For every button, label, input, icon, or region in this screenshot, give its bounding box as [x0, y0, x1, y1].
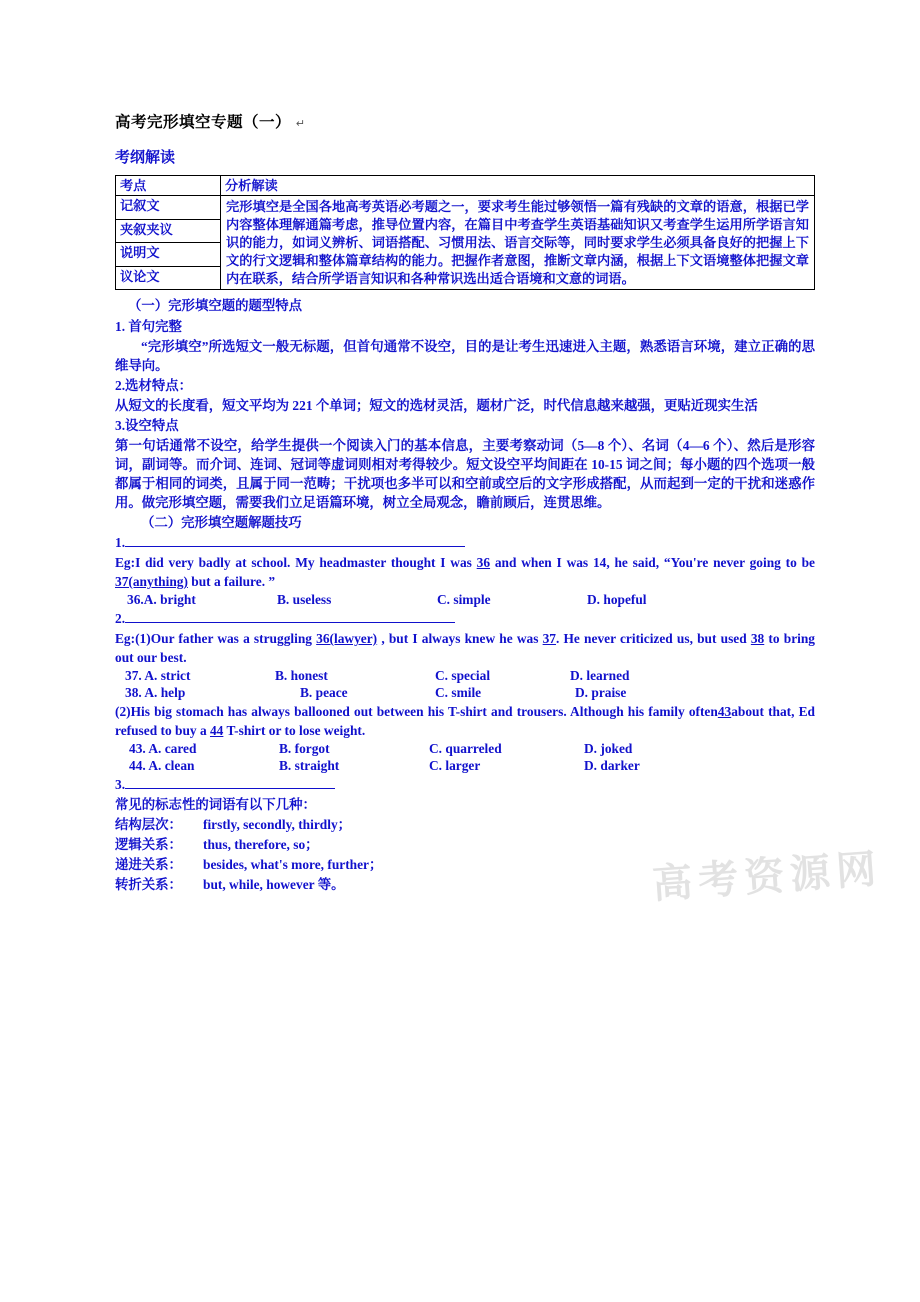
option-38-a: 38. A. help	[125, 685, 186, 701]
tip-2-example-text-c: . He never criticized us, but used	[556, 630, 751, 646]
option-37-c: C. special	[435, 668, 491, 684]
tip-3-item-0	[115, 815, 815, 834]
option-43-c: C. quarreled	[429, 741, 502, 757]
part1-title: （一）完形填空题的题型特点	[128, 298, 303, 314]
table-cell-analysis-body: 完形填空是全国各地高考英语必考题之一，要求考生能过够领悟一篇有残缺的文章的语意，根据已学内容整体理解通篇考虑，推导位置内容，在篇目中考查学生英语基础知识又考查学生运用所学语言知识的能力，如词义辨析、词语搭配、习惯用法、语言交际等，同时要求学生必须具备良好的把握上下文的行文逻辑和整体篇章结构的能力。把握作者意图，推断文章内涵，根据上下文语境整体把握文章内在联系，结合所学语言知识和各种常识选出适合语境和文意的词语。	[221, 196, 815, 290]
tip-2-example2-text-a: (2)His big stomach has always ballooned out between his T-shirt and trousers. Although his family often	[115, 704, 718, 720]
exam-outline-table	[115, 175, 815, 290]
part2-title: （二）完形填空题解题技巧	[141, 514, 302, 530]
tip-3-item-1	[115, 835, 815, 854]
option-44-c: C. larger	[429, 758, 481, 774]
tip-2-options-44	[115, 758, 815, 774]
tip-3-number: 3.	[115, 777, 126, 793]
tip-1-number-line	[115, 533, 815, 552]
table-header-analysis: 分析解读	[221, 176, 815, 196]
feature3-body: 第一句话通常不设空，给学生提供一个阅读入门的基本信息，主要考察动词（5—8 个）、名词（4—6 个）、然后是形容词，副词等。而介词、连词、冠词等虚词则相对考得较少。短文设空平均间距在 10-15 词之间；每小题的四个选项一般都属于相同的词类，且属于同一范畴；干扰项也多半可以和空前或空后的文字形成搭配，从而起到一定的干扰和迷惑作用。做完形填空题，需要我们立足语篇环境，树立全局观念，瞻前顾后，连贯思维。	[115, 437, 815, 510]
tip-2-options-37	[115, 668, 815, 684]
tip-3-item-1-label: 逻辑关系：	[115, 837, 182, 853]
tip-3-item-3-label: 转折关系：	[115, 877, 182, 893]
option-38-d: D. praise	[575, 685, 627, 701]
pilcrow-mark: ↵	[295, 118, 306, 130]
option-44-b: B. straight	[279, 758, 340, 774]
feature1-body: “完形填空”所选短文一般无标题，但首句通常不设空，目的是让考生迅速进入主题，熟悉语言环境，建立正确的思维导向。	[115, 338, 815, 373]
option-38-c: C. smile	[435, 685, 482, 701]
section-heading: 考纲解读	[115, 149, 176, 166]
tip-3-item-2-label: 递进关系：	[115, 857, 182, 873]
option-37-b: B. honest	[275, 668, 328, 684]
option-44-a: 44. A. clean	[129, 758, 195, 774]
tip-3-item-1-value: thus, therefore, so；	[203, 837, 319, 853]
tip-3-item-0-value: firstly, secondly, thirdly；	[203, 817, 352, 833]
tip-2-example2-text-b: about that, Ed refused to buy a	[115, 704, 815, 739]
tip-1-example-label: Eg:	[115, 554, 136, 570]
option-38-b: B. peace	[300, 685, 348, 701]
feature2-body: 从短文的长度看，短文平均为 221 个单词；短文的选材灵活，题材广泛，时代信息越来越强，更贴近现实生活	[115, 397, 758, 413]
table-row	[116, 176, 815, 196]
table-cell-genre-0: 记叙文	[116, 196, 221, 220]
tip-3-item-2	[115, 855, 815, 874]
tip-2-blank-rule	[125, 611, 455, 623]
table-cell-genre-2: 说明文	[116, 243, 221, 267]
option-37-a: 37. A. strict	[125, 668, 191, 684]
tip-3-blank-rule	[125, 777, 335, 789]
tip-2-blank-44: 44	[209, 723, 224, 739]
table-row	[116, 196, 815, 220]
tip-1-example-text-c: but a failure. ”	[187, 573, 276, 589]
feature1-title: 1. 首句完整	[115, 318, 182, 334]
tip-2-example-text-d: to bring out our best.	[115, 630, 816, 666]
page-title	[115, 110, 815, 132]
tip-2-blank-38: 38	[750, 630, 765, 646]
tip-2-example-text-a: Eg:(1)Our father was a struggling	[115, 630, 317, 646]
page-title-text: 高考完形填空专题（一）	[115, 114, 292, 131]
option-36-c: C. simple	[437, 591, 491, 607]
tip-1-blank-37: 37(anything)	[115, 573, 188, 589]
feature2-title: 2.选材特点：	[115, 377, 192, 393]
table-cell-genre-1: 夹叙夹议	[116, 219, 221, 243]
tip-2-example-1	[115, 629, 815, 667]
tip-2-blank-43: 43	[717, 704, 732, 720]
option-36-b: B. useless	[277, 591, 332, 607]
feature3-title: 3.设空特点	[115, 417, 179, 433]
tip-1-example-text-a: I did very badly at school. My headmaster thought I was	[135, 554, 477, 570]
tip-1-blank-rule	[125, 534, 465, 546]
tip-2-options-38	[115, 685, 815, 701]
tip-2-blank-37: 37	[542, 630, 556, 646]
option-37-d: D. learned	[570, 668, 630, 684]
option-43-a: 43. A. cared	[129, 741, 197, 757]
tip-1-example-text-b: and when I was 14, he said, “You're never going to be	[490, 554, 815, 570]
tip-3-number-line	[115, 775, 815, 794]
watermark-text: 高考资源网	[650, 847, 884, 907]
tip-2-example2-text-c: T-shirt or to lose weight.	[223, 723, 366, 739]
tip-2-example-text-b: , but I always knew he was	[377, 630, 543, 646]
tip-2-number-line	[115, 609, 815, 628]
tip-1-options-36	[115, 592, 815, 608]
tip-1-number: 1.	[115, 534, 126, 550]
option-43-d: D. joked	[584, 741, 633, 757]
tip-3-item-3-value: but, while, however 等。	[203, 877, 345, 893]
tip-2-blank-36: 36(lawyer)	[316, 630, 378, 646]
option-43-b: B. forgot	[279, 741, 330, 757]
tip-3-item-0-label: 结构层次：	[115, 817, 182, 833]
tip-2-example-2	[115, 702, 815, 740]
tip-3-lead: 常见的标志性的词语有以下几种：	[115, 797, 316, 813]
option-36-d: D. hopeful	[587, 591, 647, 607]
document-content	[115, 110, 815, 895]
table-cell-genre-3: 议论文	[116, 266, 221, 290]
tip-3-item-3	[115, 875, 815, 894]
table-header-kaodian: 考点	[116, 176, 221, 196]
tip-2-number: 2.	[115, 610, 126, 626]
tip-3-item-2-value: besides, what's more, further；	[203, 857, 383, 873]
tip-1-blank-36: 36	[476, 554, 491, 570]
tip-2-options-43	[115, 741, 815, 757]
option-44-d: D. darker	[584, 758, 640, 774]
option-36-a: 36.A. bright	[127, 591, 196, 607]
tip-1-example	[115, 553, 815, 591]
